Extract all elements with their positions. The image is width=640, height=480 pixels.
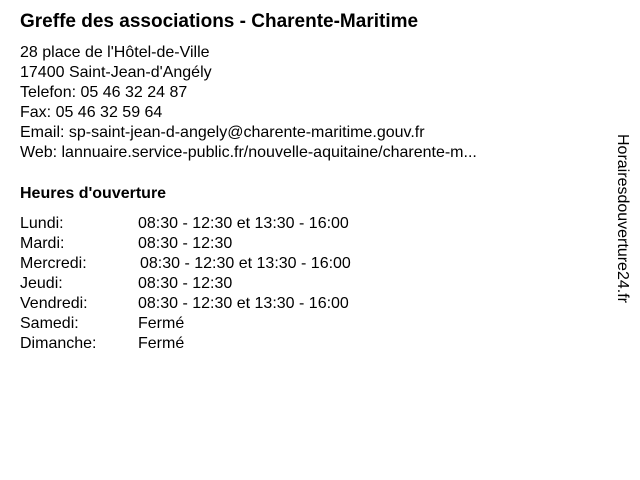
address-line-2: 17400 Saint-Jean-d'Angély	[20, 64, 212, 81]
page-title: Greffe des associations - Charente-Maritime	[20, 11, 419, 32]
day-label: Mercredi:	[20, 255, 87, 272]
hours-value: Fermé	[138, 315, 185, 332]
fax-line: Fax: 05 46 32 59 64	[20, 104, 163, 121]
opening-hours-heading: Heures d'ouverture	[20, 185, 167, 202]
phone-line: Telefon: 05 46 32 24 87	[20, 84, 188, 101]
address-line-1: 28 place de l'Hôtel-de-Ville	[20, 44, 210, 61]
site-watermark: Horairesdouverture24.fr	[614, 134, 631, 303]
hours-value: 08:30 - 12:30 et 13:30 - 16:00	[138, 215, 349, 232]
contact-block	[20, 43, 477, 163]
email-line: Email: sp-saint-jean-d-angely@charente-maritime.gouv.fr	[20, 124, 425, 141]
day-label: Samedi:	[20, 315, 79, 332]
hours-value: 08:30 - 12:30 et 13:30 - 16:00	[140, 255, 351, 272]
hours-value: 08:30 - 12:30	[138, 235, 233, 252]
hours-value: Fermé	[138, 335, 185, 352]
day-label: Lundi:	[20, 215, 64, 232]
web-line: Web: lannuaire.service-public.fr/nouvelle-aquitaine/charente-m...	[20, 144, 477, 161]
day-label: Dimanche:	[20, 335, 97, 352]
day-label: Jeudi:	[20, 275, 63, 292]
day-label: Vendredi:	[20, 295, 88, 312]
hours-value: 08:30 - 12:30 et 13:30 - 16:00	[138, 295, 349, 312]
day-label: Mardi:	[20, 235, 65, 252]
hours-value: 08:30 - 12:30	[138, 275, 233, 292]
